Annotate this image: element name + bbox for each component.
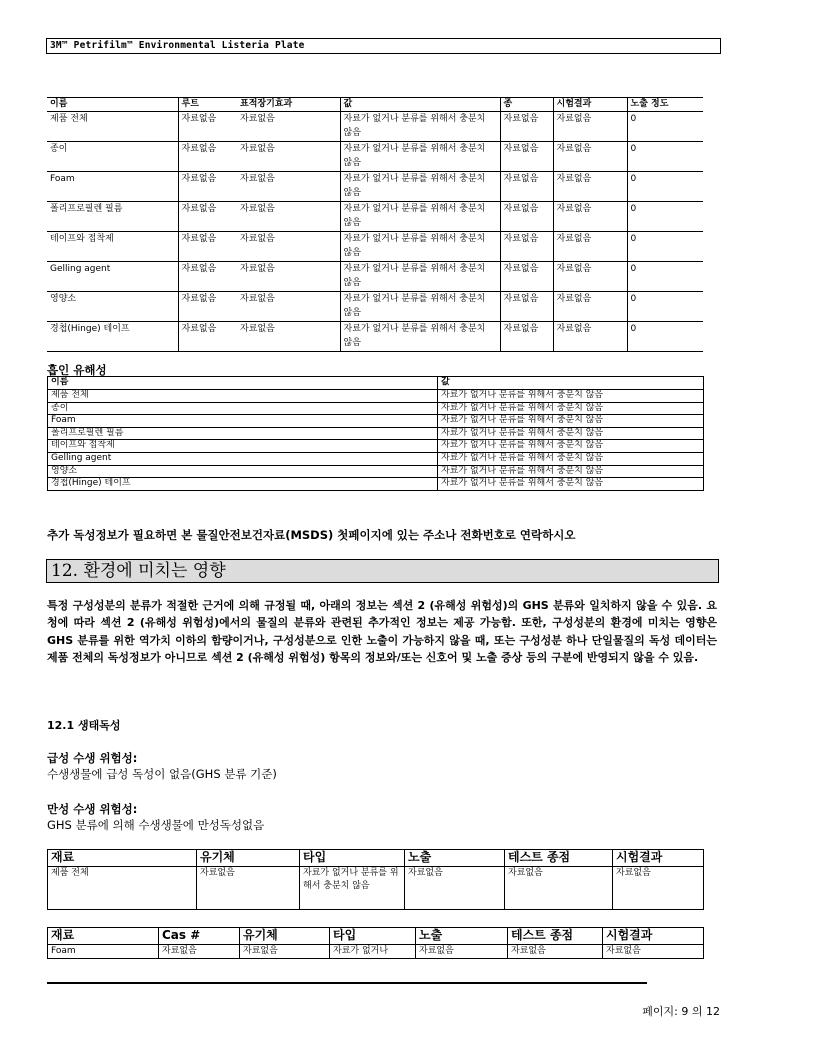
- table-row: [47, 262, 703, 292]
- table-cell: 자료없음: [553, 232, 627, 262]
- table-cell: 제품 전체: [48, 867, 197, 910]
- table-cell: 자료없음: [553, 292, 627, 322]
- table-cell: 0: [627, 322, 703, 352]
- table-cell: Gelling agent: [47, 262, 178, 292]
- column-header: 값: [340, 98, 500, 112]
- table-cell: Foam: [47, 172, 178, 202]
- table-cell: 자료가 없거나: [330, 945, 416, 959]
- column-header: 유기체: [240, 928, 330, 945]
- table-cell: 자료없음: [178, 112, 237, 142]
- table-cell: 자료없음: [159, 945, 240, 959]
- table-cell: 자료없음: [178, 322, 237, 352]
- table-cell: 0: [627, 112, 703, 142]
- ecotoxicity-subheading: 12.1 생태독성: [47, 719, 121, 732]
- table-cell: 자료없음: [237, 232, 340, 262]
- table-row: [48, 427, 704, 440]
- table-cell: 자료없음: [416, 945, 508, 959]
- aspiration-heading: 흡인 유해성: [47, 363, 107, 377]
- table-row: [48, 452, 704, 465]
- table-cell: 자료없음: [553, 112, 627, 142]
- column-header: 노출: [416, 928, 508, 945]
- table-cell: 자료없음: [237, 172, 340, 202]
- table-cell: 자료없음: [178, 292, 237, 322]
- table-cell: 자료가 없거나 분류를 위해서 충분치 않음: [438, 415, 704, 428]
- table-cell: 영양소: [47, 292, 178, 322]
- table-cell: 자료없음: [508, 945, 603, 959]
- table-cell: 폴리프로필렌 필름: [47, 202, 178, 232]
- table-cell: 자료가 없거나 분류를 위해서 충분치 않음: [438, 440, 704, 453]
- column-header: 재료: [48, 850, 197, 867]
- column-header: 루트: [178, 98, 237, 112]
- table-row: [47, 202, 703, 232]
- table-cell: 자료없음: [178, 142, 237, 172]
- table-cell: 자료가 없거나 분류를 위해서 충분치 않음: [340, 112, 500, 142]
- table-cell: 자료없음: [240, 945, 330, 959]
- table-row: [48, 945, 704, 959]
- table-row: [48, 402, 704, 415]
- table-cell: 자료가 없거나 분류를 위해서 충분치 않음: [340, 202, 500, 232]
- table-cell: 자료없음: [178, 262, 237, 292]
- table-cell: 자료없음: [500, 112, 553, 142]
- table-cell: 자료없음: [405, 867, 505, 910]
- column-header: 노출 정도: [627, 98, 703, 112]
- contact-note: 추가 독성정보가 필요하면 본 물질안전보건자료(MSDS) 첫페이지에 있는 주소나 전화번호로 연락하시오: [47, 528, 576, 542]
- table-cell: Foam: [48, 945, 159, 959]
- table-cell: 자료없음: [553, 142, 627, 172]
- column-header: 노출: [405, 850, 505, 867]
- table-row: [47, 232, 703, 262]
- table-cell: 자료가 없거나 분류를 위해서 충분치 않음: [340, 292, 500, 322]
- column-header: 값: [438, 377, 704, 390]
- column-header: 종: [500, 98, 553, 112]
- column-header: 시험결과: [603, 928, 704, 945]
- table-cell: 0: [627, 232, 703, 262]
- section-12-intro: 특정 구성성분의 분류가 적절한 근거에 의해 규정될 때, 아래의 정보는 섹션 2 (유해성 위험성)의 GHS 분류와 일치하지 않을 수 있음. 요청에 따라 섹션 2 (유해성 위험성)에서의 물질의 분류와 관련된 추가적인 정보는 제공 가능함. 또한, 구성성분의 환경에 미치는 영향은 GHS 분류를 위한 역가치 이하의 함량이거나, 구성성분으로 인한 노출이 가능하지 않을 때, 또는 구성성분 하나 단일물질의 독성 데이터는 제품 전체의 독성정보가 아니므로 섹션 2 (유해성 위험성) 항목의 정보와/또는 신호어 및 노출 증상 등의 구분에 반영되지 않을 수 있음.: [47, 599, 717, 665]
- table-cell: 자료없음: [178, 172, 237, 202]
- table-cell: 자료없음: [500, 232, 553, 262]
- table-cell: 경첩(Hinge) 테이프: [47, 322, 178, 352]
- column-header: 테스트 종점: [508, 928, 603, 945]
- ecotox-product-table: [47, 849, 704, 910]
- chronic-aquatic-heading: 만성 수생 위험성:: [47, 802, 138, 816]
- table-cell: 자료가 없거나 분류를 위해서 충분치 않음: [438, 478, 704, 491]
- column-header: 시험결과: [613, 850, 704, 867]
- table-cell: 자료없음: [237, 142, 340, 172]
- footer-rule: [47, 982, 647, 984]
- section-12-title: 12. 환경에 미치는 영향: [46, 559, 719, 583]
- aspiration-table: [47, 376, 704, 491]
- table-cell: 0: [627, 172, 703, 202]
- table-row: [48, 465, 704, 478]
- table-cell: 자료없음: [553, 262, 627, 292]
- table-cell: 자료없음: [237, 292, 340, 322]
- table-cell: 자료가 없거나 분류를 위해서 충분치 않음: [340, 232, 500, 262]
- table-cell: 0: [627, 142, 703, 172]
- table-cell: 자료없음: [613, 867, 704, 910]
- table-cell: 경첩(Hinge) 테이프: [48, 478, 438, 491]
- table-row: [47, 292, 703, 322]
- table-cell: 자료없음: [500, 322, 553, 352]
- table-cell: 영양소: [48, 465, 438, 478]
- table-cell: 자료없음: [237, 202, 340, 232]
- column-header: 유기체: [197, 850, 300, 867]
- table-cell: 종이: [48, 402, 438, 415]
- table-cell: 자료가 없거나 분류를 위해서 충분치 않음: [438, 427, 704, 440]
- acute-aquatic-heading: 급성 수생 위험성:: [47, 751, 138, 765]
- toxicity-table: [47, 97, 703, 352]
- table-row: [47, 322, 703, 352]
- table-cell: 자료없음: [237, 112, 340, 142]
- table-row: [48, 415, 704, 428]
- table-row: [48, 867, 704, 910]
- column-header: 이름: [48, 377, 438, 390]
- table-cell: 자료가 없거나 분류를 위해서 충분치 않음: [300, 867, 405, 910]
- table-cell: 자료없음: [178, 202, 237, 232]
- table-cell: 자료없음: [500, 142, 553, 172]
- column-header: 이름: [47, 98, 178, 112]
- acute-aquatic-text: 수생생물에 급성 독성이 없음(GHS 분류 기준): [47, 767, 277, 781]
- column-header: Cas #: [159, 928, 240, 945]
- table-cell: 자료없음: [237, 322, 340, 352]
- table-cell: 자료없음: [500, 292, 553, 322]
- table-row: [47, 112, 703, 142]
- document-header: 3M™ Petrifilm™ Environmental Listeria Plate: [46, 38, 721, 54]
- table-cell: 자료없음: [178, 232, 237, 262]
- page-number: 페이지: 9 의 12: [642, 1005, 720, 1018]
- table-cell: 0: [627, 292, 703, 322]
- table-row: [48, 478, 704, 491]
- table-row: [47, 172, 703, 202]
- table-cell: 종이: [47, 142, 178, 172]
- table-cell: 자료없음: [197, 867, 300, 910]
- table-cell: 자료가 없거나 분류를 위해서 충분치 않음: [340, 322, 500, 352]
- chronic-aquatic-text: GHS 분류에 의해 수생생물에 만성독성없음: [47, 818, 265, 832]
- column-header: 시험결과: [553, 98, 627, 112]
- table-cell: 0: [627, 262, 703, 292]
- column-header: 테스트 종점: [505, 850, 613, 867]
- column-header: 타입: [300, 850, 405, 867]
- table-row: [48, 390, 704, 403]
- table-cell: 자료가 없거나 분류를 위해서 충분치 않음: [340, 262, 500, 292]
- table-cell: 자료가 없거나 분류를 위해서 충분치 않음: [438, 390, 704, 403]
- table-cell: 자료없음: [500, 202, 553, 232]
- table-cell: 자료없음: [553, 172, 627, 202]
- table-cell: 자료가 없거나 분류를 위해서 충분치 않음: [340, 142, 500, 172]
- table-row: [48, 440, 704, 453]
- ecotox-foam-table: [47, 927, 704, 959]
- table-cell: 제품 전체: [47, 112, 178, 142]
- table-cell: 자료없음: [553, 322, 627, 352]
- table-cell: 0: [627, 202, 703, 232]
- column-header: 재료: [48, 928, 159, 945]
- table-cell: 자료없음: [500, 172, 553, 202]
- table-cell: 자료가 없거나 분류를 위해서 충분치 않음: [438, 452, 704, 465]
- table-cell: 자료가 없거나 분류를 위해서 충분치 않음: [340, 172, 500, 202]
- table-cell: Foam: [48, 415, 438, 428]
- table-cell: 자료없음: [603, 945, 704, 959]
- table-cell: 자료없음: [237, 262, 340, 292]
- table-row: [47, 142, 703, 172]
- table-cell: 테이프와 접착제: [47, 232, 178, 262]
- table-cell: 폴리프로필렌 필름: [48, 427, 438, 440]
- table-cell: 자료없음: [500, 262, 553, 292]
- column-header: 타입: [330, 928, 416, 945]
- table-cell: 제품 전체: [48, 390, 438, 403]
- table-cell: 자료가 없거나 분류를 위해서 충분치 않음: [438, 402, 704, 415]
- table-cell: Gelling agent: [48, 452, 438, 465]
- table-cell: 자료없음: [505, 867, 613, 910]
- table-cell: 테이프와 접착제: [48, 440, 438, 453]
- table-cell: 자료없음: [553, 202, 627, 232]
- table-cell: 자료가 없거나 분류를 위해서 충분치 않음: [438, 465, 704, 478]
- column-header: 표적장기효과: [237, 98, 340, 112]
